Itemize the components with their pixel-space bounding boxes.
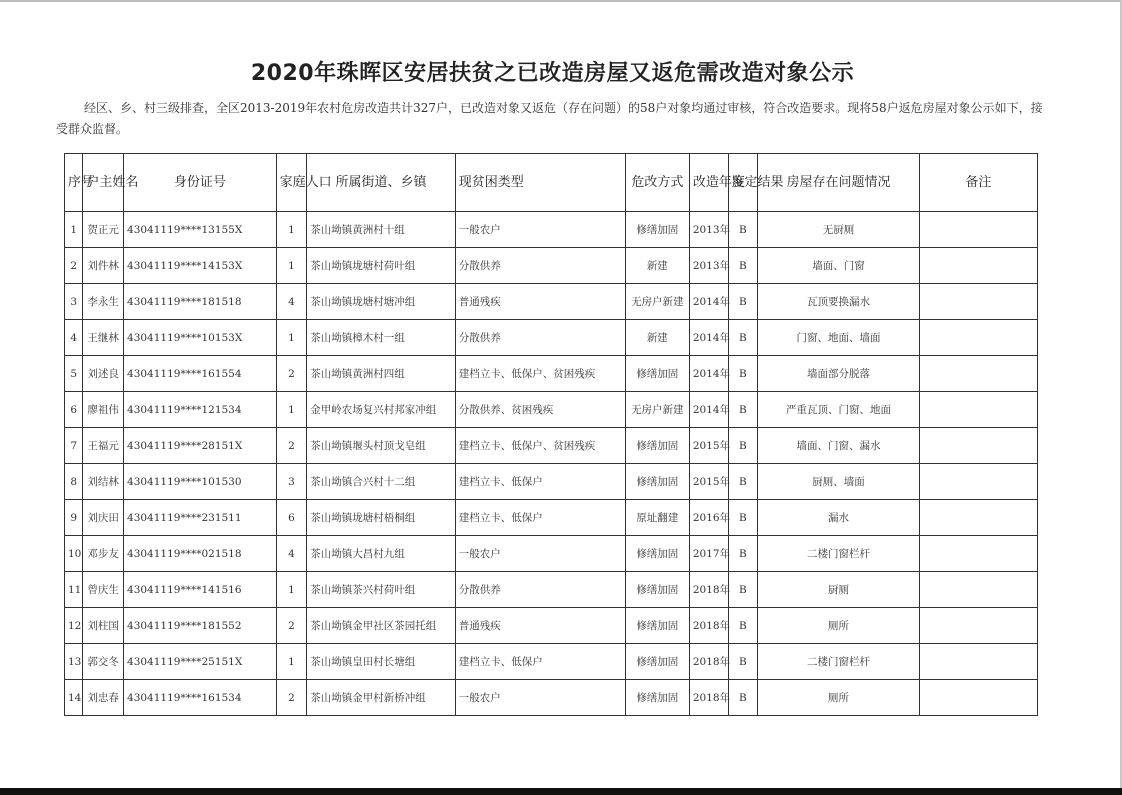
cell-seq: 9 bbox=[65, 500, 83, 536]
table-row bbox=[65, 212, 1038, 248]
cell-grade: B bbox=[728, 644, 758, 680]
cell-problem: 墙面、门窗、漏水 bbox=[758, 428, 920, 464]
cell-id: 43041119****181518 bbox=[124, 284, 277, 320]
cell-problem: 厕所 bbox=[758, 680, 920, 716]
cell-size: 1 bbox=[276, 212, 307, 248]
table-row bbox=[65, 572, 1038, 608]
cell-year: 2013年 bbox=[689, 212, 728, 248]
cell-notes bbox=[919, 284, 1037, 320]
cell-method: 新建 bbox=[625, 248, 689, 284]
cell-problem: 厨厕 bbox=[758, 572, 920, 608]
cell-method: 修缮加固 bbox=[625, 608, 689, 644]
table-row bbox=[65, 644, 1038, 680]
cell-poverty-type: 分散供养 bbox=[455, 320, 625, 356]
cell-id: 43041119****28151X bbox=[124, 428, 277, 464]
cell-address: 茶山坳镇垅塘村荷叶组 bbox=[307, 248, 456, 284]
cell-name: 廖祖伟 bbox=[83, 392, 124, 428]
cell-notes bbox=[919, 644, 1037, 680]
cell-year: 2015年 bbox=[689, 428, 728, 464]
cell-seq: 7 bbox=[65, 428, 83, 464]
cell-grade: B bbox=[728, 320, 758, 356]
cell-poverty-type: 建档立卡、低保户 bbox=[455, 500, 625, 536]
cell-id: 43041119****101530 bbox=[124, 464, 277, 500]
table-header-row bbox=[65, 154, 1038, 212]
cell-method: 修缮加固 bbox=[625, 356, 689, 392]
cell-notes bbox=[919, 464, 1037, 500]
cell-id: 43041119****231511 bbox=[124, 500, 277, 536]
cell-grade: B bbox=[728, 392, 758, 428]
header-grade: 鉴定结果 bbox=[728, 154, 758, 212]
intro-text: 经区、乡、村三级排查，全区2013-2019年农村危房改造共计327户，已改造对象又返危（存在问题）的58户对象均通过审核，符合改造要求。现将58户返危房屋对象公示如下，接受群众监督。 bbox=[56, 101, 1043, 136]
header-method: 危改方式 bbox=[625, 154, 689, 212]
header-id: 身份证号 bbox=[124, 154, 277, 212]
cell-id: 43041119****021518 bbox=[124, 536, 277, 572]
cell-grade: B bbox=[728, 464, 758, 500]
cell-id: 43041119****10153X bbox=[124, 320, 277, 356]
cell-size: 1 bbox=[276, 572, 307, 608]
cell-seq: 3 bbox=[65, 284, 83, 320]
cell-poverty-type: 一般农户 bbox=[455, 680, 625, 716]
cell-year: 2018年 bbox=[689, 608, 728, 644]
cell-size: 4 bbox=[276, 536, 307, 572]
cell-grade: B bbox=[728, 536, 758, 572]
cell-method: 修缮加固 bbox=[625, 464, 689, 500]
cell-problem: 厨厕、墙面 bbox=[758, 464, 920, 500]
cell-id: 43041119****14153X bbox=[124, 248, 277, 284]
header-size: 家庭人口 bbox=[276, 154, 307, 212]
cell-id: 43041119****161534 bbox=[124, 680, 277, 716]
cell-size: 4 bbox=[276, 284, 307, 320]
cell-size: 3 bbox=[276, 464, 307, 500]
cell-address: 茶山坳镇茶兴村荷叶组 bbox=[307, 572, 456, 608]
cell-name: 曾庆生 bbox=[83, 572, 124, 608]
cell-grade: B bbox=[728, 680, 758, 716]
cell-id: 43041119****121534 bbox=[124, 392, 277, 428]
cell-name: 李永生 bbox=[83, 284, 124, 320]
cell-seq: 5 bbox=[65, 356, 83, 392]
cell-year: 2017年 bbox=[689, 536, 728, 572]
cell-size: 2 bbox=[276, 608, 307, 644]
cell-year: 2013年 bbox=[689, 248, 728, 284]
table-row bbox=[65, 464, 1038, 500]
cell-grade: B bbox=[728, 572, 758, 608]
cell-notes bbox=[919, 320, 1037, 356]
cell-grade: B bbox=[728, 212, 758, 248]
cell-address: 茶山坳镇樟木村一组 bbox=[307, 320, 456, 356]
header-seq: 序号 bbox=[65, 154, 83, 212]
cell-notes bbox=[919, 428, 1037, 464]
cell-seq: 11 bbox=[65, 572, 83, 608]
cell-grade: B bbox=[728, 608, 758, 644]
cell-method: 修缮加固 bbox=[625, 428, 689, 464]
cell-notes bbox=[919, 680, 1037, 716]
cell-year: 2016年 bbox=[689, 500, 728, 536]
cell-name: 刘述良 bbox=[83, 356, 124, 392]
cell-poverty-type: 普通残疾 bbox=[455, 608, 625, 644]
cell-size: 1 bbox=[276, 644, 307, 680]
table-row bbox=[65, 392, 1038, 428]
cell-size: 1 bbox=[276, 320, 307, 356]
cell-notes bbox=[919, 572, 1037, 608]
cell-problem: 墙面、门窗 bbox=[758, 248, 920, 284]
document-title: 2020年珠晖区安居扶贫之已改造房屋又返危需改造对象公示 bbox=[250, 61, 855, 86]
cell-method: 原址翻建 bbox=[625, 500, 689, 536]
cell-address: 茶山坳镇堰头村顶戈皂组 bbox=[307, 428, 456, 464]
cell-year: 2018年 bbox=[689, 572, 728, 608]
cell-poverty-type: 普通残疾 bbox=[455, 284, 625, 320]
cell-address: 茶山坳镇皇田村长塘组 bbox=[307, 644, 456, 680]
cell-size: 6 bbox=[276, 500, 307, 536]
cell-problem: 严重瓦顶、门窗、地面 bbox=[758, 392, 920, 428]
cell-id: 43041119****25151X bbox=[124, 644, 277, 680]
table-row bbox=[65, 320, 1038, 356]
cell-name: 刘忠春 bbox=[83, 680, 124, 716]
cell-grade: B bbox=[728, 428, 758, 464]
cell-grade: B bbox=[728, 356, 758, 392]
cell-address: 茶山坳镇垅塘村塘冲组 bbox=[307, 284, 456, 320]
cell-notes bbox=[919, 536, 1037, 572]
cell-seq: 1 bbox=[65, 212, 83, 248]
scan-edge-bottom bbox=[0, 788, 1122, 795]
cell-address: 茶山坳镇垅塘村梧桐组 bbox=[307, 500, 456, 536]
header-notes: 备注 bbox=[919, 154, 1037, 212]
cell-poverty-type: 分散供养 bbox=[455, 572, 625, 608]
cell-name: 刘结林 bbox=[83, 464, 124, 500]
cell-address: 茶山坳镇黄洲村十组 bbox=[307, 212, 456, 248]
cell-poverty-type: 建档立卡、低保户 bbox=[455, 644, 625, 680]
cell-method: 新建 bbox=[625, 320, 689, 356]
cell-problem: 墙面部分脱落 bbox=[758, 356, 920, 392]
table-row bbox=[65, 536, 1038, 572]
cell-seq: 6 bbox=[65, 392, 83, 428]
cell-name: 贺正元 bbox=[83, 212, 124, 248]
cell-grade: B bbox=[728, 284, 758, 320]
header-name: 户主姓名 bbox=[83, 154, 124, 212]
header-year: 改造年度 bbox=[689, 154, 728, 212]
cell-notes bbox=[919, 248, 1037, 284]
cell-name: 郭交冬 bbox=[83, 644, 124, 680]
cell-method: 修缮加固 bbox=[625, 572, 689, 608]
cell-notes bbox=[919, 212, 1037, 248]
cell-notes bbox=[919, 608, 1037, 644]
cell-poverty-type: 一般农户 bbox=[455, 536, 625, 572]
cell-poverty-type: 建档立卡、低保户、贫困残疾 bbox=[455, 356, 625, 392]
cell-notes bbox=[919, 356, 1037, 392]
cell-address: 茶山坳镇金甲村新桥冲组 bbox=[307, 680, 456, 716]
cell-seq: 13 bbox=[65, 644, 83, 680]
cell-seq: 10 bbox=[65, 536, 83, 572]
cell-address: 茶山坳镇合兴村十二组 bbox=[307, 464, 456, 500]
cell-problem: 瓦顶要换漏水 bbox=[758, 284, 920, 320]
cell-grade: B bbox=[728, 248, 758, 284]
cell-problem: 漏水 bbox=[758, 500, 920, 536]
cell-poverty-type: 分散供养 bbox=[455, 248, 625, 284]
table-row bbox=[65, 428, 1038, 464]
cell-address: 茶山坳镇黄洲村四组 bbox=[307, 356, 456, 392]
cell-address: 茶山坳镇金甲社区茶园托组 bbox=[307, 608, 456, 644]
cell-id: 43041119****141516 bbox=[124, 572, 277, 608]
table-row bbox=[65, 284, 1038, 320]
cell-seq: 14 bbox=[65, 680, 83, 716]
cell-poverty-type: 建档立卡、低保户、贫困残疾 bbox=[455, 428, 625, 464]
scan-edge-top bbox=[0, 0, 1122, 2]
table-row bbox=[65, 356, 1038, 392]
cell-notes bbox=[919, 392, 1037, 428]
table-row bbox=[65, 608, 1038, 644]
cell-method: 修缮加固 bbox=[625, 644, 689, 680]
cell-notes bbox=[919, 500, 1037, 536]
cell-name: 刘庆田 bbox=[83, 500, 124, 536]
cell-method: 无房户新建 bbox=[625, 392, 689, 428]
cell-poverty-type: 分散供养、贫困残疾 bbox=[455, 392, 625, 428]
cell-poverty-type: 一般农户 bbox=[455, 212, 625, 248]
header-problem: 房屋存在问题情况 bbox=[758, 154, 920, 212]
cell-name: 邓步友 bbox=[83, 536, 124, 572]
cell-problem: 无厨厕 bbox=[758, 212, 920, 248]
cell-id: 43041119****181552 bbox=[124, 608, 277, 644]
cell-year: 2018年 bbox=[689, 644, 728, 680]
cell-year: 2014年 bbox=[689, 284, 728, 320]
cell-name: 刘柱国 bbox=[83, 608, 124, 644]
cell-grade: B bbox=[728, 500, 758, 536]
table-row bbox=[65, 248, 1038, 284]
cell-problem: 门窗、地面、墙面 bbox=[758, 320, 920, 356]
cell-year: 2014年 bbox=[689, 392, 728, 428]
cell-method: 无房户新建 bbox=[625, 284, 689, 320]
cell-size: 1 bbox=[276, 392, 307, 428]
cell-method: 修缮加固 bbox=[625, 680, 689, 716]
cell-problem: 二楼门窗栏杆 bbox=[758, 644, 920, 680]
cell-year: 2014年 bbox=[689, 356, 728, 392]
cell-name: 王继林 bbox=[83, 320, 124, 356]
intro-paragraph bbox=[56, 98, 1046, 140]
cell-size: 1 bbox=[276, 248, 307, 284]
cell-name: 刘件林 bbox=[83, 248, 124, 284]
cell-size: 2 bbox=[276, 428, 307, 464]
cell-problem: 二楼门窗栏杆 bbox=[758, 536, 920, 572]
cell-problem: 厕所 bbox=[758, 608, 920, 644]
cell-year: 2015年 bbox=[689, 464, 728, 500]
cell-poverty-type: 建档立卡、低保户 bbox=[455, 464, 625, 500]
cell-method: 修缮加固 bbox=[625, 212, 689, 248]
cell-name: 王福元 bbox=[83, 428, 124, 464]
table-row bbox=[65, 680, 1038, 716]
header-address: 所属街道、乡镇 bbox=[307, 154, 456, 212]
cell-id: 43041119****161554 bbox=[124, 356, 277, 392]
cell-seq: 4 bbox=[65, 320, 83, 356]
recipient-table bbox=[64, 153, 1038, 716]
cell-seq: 8 bbox=[65, 464, 83, 500]
cell-seq: 12 bbox=[65, 608, 83, 644]
cell-seq: 2 bbox=[65, 248, 83, 284]
cell-method: 修缮加固 bbox=[625, 536, 689, 572]
header-poverty-type: 现贫困类型 bbox=[455, 154, 625, 212]
cell-address: 茶山坳镇大昌村九组 bbox=[307, 536, 456, 572]
cell-id: 43041119****13155X bbox=[124, 212, 277, 248]
cell-year: 2018年 bbox=[689, 680, 728, 716]
cell-address: 金甲岭农场复兴村邦家冲组 bbox=[307, 392, 456, 428]
cell-size: 2 bbox=[276, 680, 307, 716]
table-row bbox=[65, 500, 1038, 536]
cell-size: 2 bbox=[276, 356, 307, 392]
cell-year: 2014年 bbox=[689, 320, 728, 356]
